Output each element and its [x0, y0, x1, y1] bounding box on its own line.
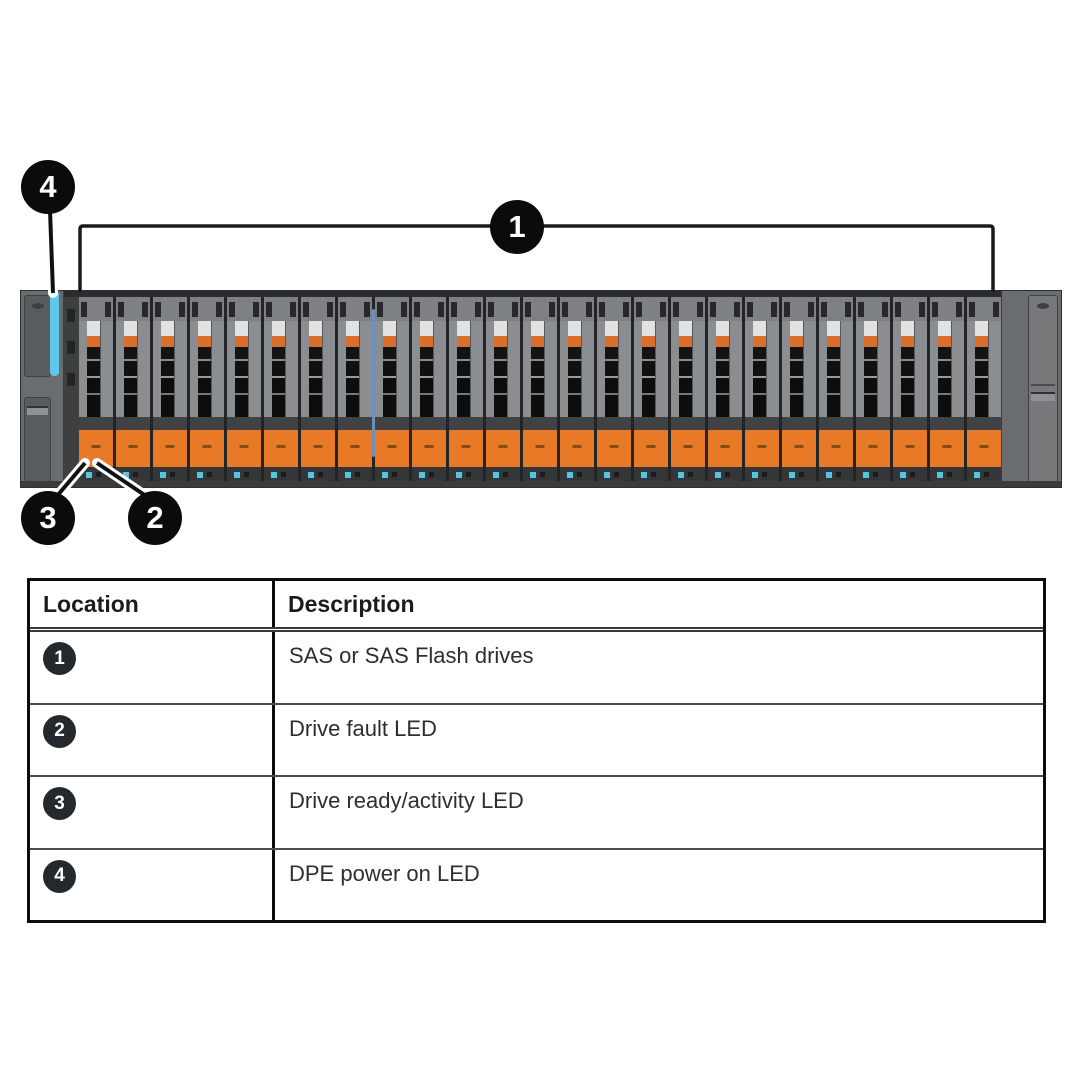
- drive-label: [642, 321, 655, 417]
- drive-latch: [930, 297, 964, 321]
- drive-label: [716, 321, 729, 417]
- drive-fault-led: [947, 472, 952, 477]
- drive-label: [679, 321, 692, 417]
- drive-spacer: [116, 417, 150, 430]
- drive-fault-led: [836, 472, 841, 477]
- drive-slot: [708, 297, 742, 483]
- drive-spacer: [338, 417, 372, 430]
- drive-body: [560, 321, 594, 417]
- drive-slot: [264, 297, 298, 483]
- drive-eject-button: [967, 430, 1001, 467]
- drive-latch: [856, 297, 890, 321]
- drive-fault-led: [281, 472, 286, 477]
- drive-label: [87, 321, 100, 417]
- drive-slot: [116, 297, 150, 483]
- drive-body: [227, 321, 261, 417]
- drive-slot: [412, 297, 446, 483]
- drive-activity-led: [123, 472, 129, 478]
- drive-latch: [560, 297, 594, 321]
- description-cell: [275, 632, 1043, 703]
- left-ear-slot: [27, 406, 48, 415]
- drive-body: [116, 321, 150, 417]
- drive-fault-led: [910, 472, 915, 477]
- legend-table: [27, 578, 1046, 923]
- drive-fault-led: [614, 472, 619, 477]
- drive-eject-button: [153, 430, 187, 467]
- drive-eject-button: [745, 430, 779, 467]
- table-row: [30, 703, 1043, 776]
- drive-body: [523, 321, 557, 417]
- drive-eject-button: [708, 430, 742, 467]
- drive-body: [153, 321, 187, 417]
- location-cell: [30, 705, 275, 776]
- drive-slot: [560, 297, 594, 483]
- drive-body: [190, 321, 224, 417]
- drive-eject-button: [560, 430, 594, 467]
- drive-activity-led: [382, 472, 388, 478]
- drive-latch: [338, 297, 372, 321]
- drive-body: [708, 321, 742, 417]
- drive-label: [494, 321, 507, 417]
- drive-fault-led: [207, 472, 212, 477]
- drive-eject-button: [597, 430, 631, 467]
- drive-spacer: [375, 417, 409, 430]
- drive-label: [161, 321, 174, 417]
- drive-body: [782, 321, 816, 417]
- drive-activity-led: [86, 472, 92, 478]
- drive-activity-led: [752, 472, 758, 478]
- drive-eject-button: [375, 430, 409, 467]
- drive-activity-led: [604, 472, 610, 478]
- drive-latch: [264, 297, 298, 321]
- drive-fault-led: [355, 472, 360, 477]
- drive-slot: [375, 297, 409, 483]
- right-ear-panel: [1028, 295, 1058, 483]
- drive-eject-button: [523, 430, 557, 467]
- drive-bay: [79, 297, 1001, 483]
- drive-slot: [856, 297, 890, 483]
- drive-slot: [153, 297, 187, 483]
- drive-label: [457, 321, 470, 417]
- drive-label: [309, 321, 322, 417]
- legend-rows: [30, 632, 1043, 920]
- brand-emblem-icon: [1037, 303, 1049, 309]
- drive-activity-led: [345, 472, 351, 478]
- drive-body: [597, 321, 631, 417]
- drive-spacer: [486, 417, 520, 430]
- description-header: Description: [288, 590, 415, 617]
- chassis-bottom-rail: [21, 481, 1061, 487]
- drive-latch: [523, 297, 557, 321]
- drive-spacer: [301, 417, 335, 430]
- drive-spacer: [745, 417, 779, 430]
- drive-slot: [338, 297, 372, 483]
- drive-fault-led: [725, 472, 730, 477]
- drive-spacer: [708, 417, 742, 430]
- drive-body: [967, 321, 1001, 417]
- drive-body: [375, 321, 409, 417]
- drive-spacer: [967, 417, 1001, 430]
- drive-latch: [486, 297, 520, 321]
- location-badge: 3: [43, 787, 76, 820]
- drive-slot: [523, 297, 557, 483]
- drive-label: [272, 321, 285, 417]
- description-text: Drive fault LED: [289, 715, 437, 741]
- drive-spacer: [819, 417, 853, 430]
- drive-spacer: [856, 417, 890, 430]
- table-row: [30, 632, 1043, 703]
- drive-eject-button: [227, 430, 261, 467]
- drive-latch: [116, 297, 150, 321]
- drive-body: [856, 321, 890, 417]
- location-cell: [30, 632, 275, 703]
- drive-activity-led: [789, 472, 795, 478]
- drive-eject-button: [634, 430, 668, 467]
- drive-fault-led: [429, 472, 434, 477]
- drive-label: [235, 321, 248, 417]
- drive-eject-button: [819, 430, 853, 467]
- drive-latch: [412, 297, 446, 321]
- drive-label: [531, 321, 544, 417]
- table-header-row: [30, 581, 1043, 632]
- drive-fault-led: [873, 472, 878, 477]
- drive-activity-led: [567, 472, 573, 478]
- drive-activity-led: [641, 472, 647, 478]
- description-text: SAS or SAS Flash drives: [289, 643, 534, 668]
- drive-label: [753, 321, 766, 417]
- drive-fault-led: [503, 472, 508, 477]
- drive-spacer: [153, 417, 187, 430]
- callout-2-bubble: 2: [128, 491, 182, 545]
- drive-spacer: [79, 417, 113, 430]
- drive-body: [930, 321, 964, 417]
- drive-spacer: [412, 417, 446, 430]
- right-rack-ear: [1001, 291, 1061, 487]
- drive-latch: [153, 297, 187, 321]
- drive-fault-led: [651, 472, 656, 477]
- drive-fault-led: [170, 472, 175, 477]
- drive-slot: [893, 297, 927, 483]
- brand-emblem-icon: [32, 303, 44, 309]
- drive-activity-led: [308, 472, 314, 478]
- location-cell: [30, 777, 275, 848]
- location-header: Location: [30, 581, 275, 627]
- right-ear-divider: [1031, 384, 1055, 386]
- drive-spacer: [560, 417, 594, 430]
- drive-body: [79, 321, 113, 417]
- drive-slot: [190, 297, 224, 483]
- drive-eject-button: [856, 430, 890, 467]
- drive-latch: [708, 297, 742, 321]
- drive-latch: [449, 297, 483, 321]
- drive-activity-led: [160, 472, 166, 478]
- drive-spacer: [190, 417, 224, 430]
- description-cell: [275, 777, 1043, 848]
- drive-body: [338, 321, 372, 417]
- drive-label: [198, 321, 211, 417]
- drive-body: [671, 321, 705, 417]
- drive-spacer: [597, 417, 631, 430]
- drive-eject-button: [782, 430, 816, 467]
- drive-eject-button: [930, 430, 964, 467]
- drive-body: [412, 321, 446, 417]
- drive-activity-led: [678, 472, 684, 478]
- drive-activity-led: [271, 472, 277, 478]
- drive-label: [790, 321, 803, 417]
- drive-label: [605, 321, 618, 417]
- description-cell: [275, 850, 1043, 921]
- drive-slot: [819, 297, 853, 483]
- drive-fault-led: [540, 472, 545, 477]
- right-ear-slot: [1031, 392, 1055, 401]
- drive-slot: [597, 297, 631, 483]
- drive-eject-button: [893, 430, 927, 467]
- drive-activity-led: [234, 472, 240, 478]
- drive-spacer: [634, 417, 668, 430]
- drive-eject-button: [671, 430, 705, 467]
- drive-label: [938, 321, 951, 417]
- drive-label: [975, 321, 988, 417]
- drive-label: [346, 321, 359, 417]
- drive-spacer: [264, 417, 298, 430]
- drive-spacer: [449, 417, 483, 430]
- drive-slot: [227, 297, 261, 483]
- drive-spacer: [930, 417, 964, 430]
- drive-eject-button: [264, 430, 298, 467]
- drive-eject-button: [449, 430, 483, 467]
- drive-spacer: [227, 417, 261, 430]
- left-ear-lower-panel: [24, 397, 51, 483]
- drive-fault-led: [466, 472, 471, 477]
- drive-latch: [634, 297, 668, 321]
- drive-activity-led: [937, 472, 943, 478]
- drive-slot: [301, 297, 335, 483]
- drive-label: [864, 321, 877, 417]
- drive-activity-led: [715, 472, 721, 478]
- drive-fault-led: [318, 472, 323, 477]
- drive-label: [568, 321, 581, 417]
- drive-slot: [449, 297, 483, 483]
- drive-body: [301, 321, 335, 417]
- drive-fault-led: [799, 472, 804, 477]
- drive-activity-led: [493, 472, 499, 478]
- location-badge: 1: [43, 642, 76, 675]
- drive-fault-led: [244, 472, 249, 477]
- callout-3-bubble: 3: [21, 491, 75, 545]
- drive-label: [901, 321, 914, 417]
- drive-latch: [227, 297, 261, 321]
- drive-slot: [782, 297, 816, 483]
- drive-spacer: [893, 417, 927, 430]
- table-row: [30, 848, 1043, 921]
- dpe-power-on-led: [50, 293, 59, 376]
- drive-label: [827, 321, 840, 417]
- drive-activity-led: [863, 472, 869, 478]
- drive-fault-led: [762, 472, 767, 477]
- drive-latch: [375, 297, 409, 321]
- drive-body: [486, 321, 520, 417]
- drive-slot: [486, 297, 520, 483]
- drive-latch: [819, 297, 853, 321]
- drive-slot: [79, 297, 113, 483]
- drive-slot: [930, 297, 964, 483]
- left-ear-upper-panel: [24, 295, 51, 377]
- drive-bank-divider: [372, 309, 375, 457]
- drive-latch: [893, 297, 927, 321]
- drive-slot: [671, 297, 705, 483]
- drive-body: [819, 321, 853, 417]
- drive-fault-led: [133, 472, 138, 477]
- drive-body: [264, 321, 298, 417]
- drive-label: [383, 321, 396, 417]
- drive-activity-led: [197, 472, 203, 478]
- drive-fault-led: [96, 472, 101, 477]
- drive-activity-led: [974, 472, 980, 478]
- drive-eject-button: [301, 430, 335, 467]
- description-cell: [275, 705, 1043, 776]
- location-badge: 2: [43, 715, 76, 748]
- location-cell: [30, 850, 275, 921]
- drive-fault-led: [392, 472, 397, 477]
- drive-latch: [597, 297, 631, 321]
- callout-1-bubble: 1: [490, 200, 544, 254]
- drive-slot: [967, 297, 1001, 483]
- drive-body: [745, 321, 779, 417]
- drive-eject-button: [190, 430, 224, 467]
- drive-spacer: [782, 417, 816, 430]
- drive-latch: [671, 297, 705, 321]
- drive-eject-button: [79, 430, 113, 467]
- drive-spacer: [523, 417, 557, 430]
- description-text: Drive ready/activity LED: [289, 788, 524, 813]
- drive-spacer: [671, 417, 705, 430]
- drive-body: [893, 321, 927, 417]
- drive-activity-led: [900, 472, 906, 478]
- drive-activity-led: [826, 472, 832, 478]
- chassis-filler-strip: [64, 297, 79, 483]
- table-row: [30, 775, 1043, 848]
- drive-eject-button: [412, 430, 446, 467]
- drive-latch: [745, 297, 779, 321]
- drive-slot: [634, 297, 668, 483]
- drive-fault-led: [984, 472, 989, 477]
- drive-activity-led: [530, 472, 536, 478]
- drive-eject-button: [116, 430, 150, 467]
- drive-latch: [190, 297, 224, 321]
- location-badge: 4: [43, 860, 76, 893]
- drive-latch: [301, 297, 335, 321]
- drive-latch: [967, 297, 1001, 321]
- drive-activity-led: [419, 472, 425, 478]
- drive-latch: [782, 297, 816, 321]
- drive-fault-led: [688, 472, 693, 477]
- drive-body: [634, 321, 668, 417]
- description-text: DPE power on LED: [289, 860, 480, 886]
- callout-4-bubble: 4: [21, 160, 75, 214]
- drive-slot: [745, 297, 779, 483]
- drive-eject-button: [338, 430, 372, 467]
- drive-body: [449, 321, 483, 417]
- drive-activity-led: [456, 472, 462, 478]
- storage-enclosure-front: [20, 290, 1062, 488]
- drive-eject-button: [486, 430, 520, 467]
- drive-fault-led: [577, 472, 582, 477]
- drive-label: [124, 321, 137, 417]
- drive-label: [420, 321, 433, 417]
- drive-latch: [79, 297, 113, 321]
